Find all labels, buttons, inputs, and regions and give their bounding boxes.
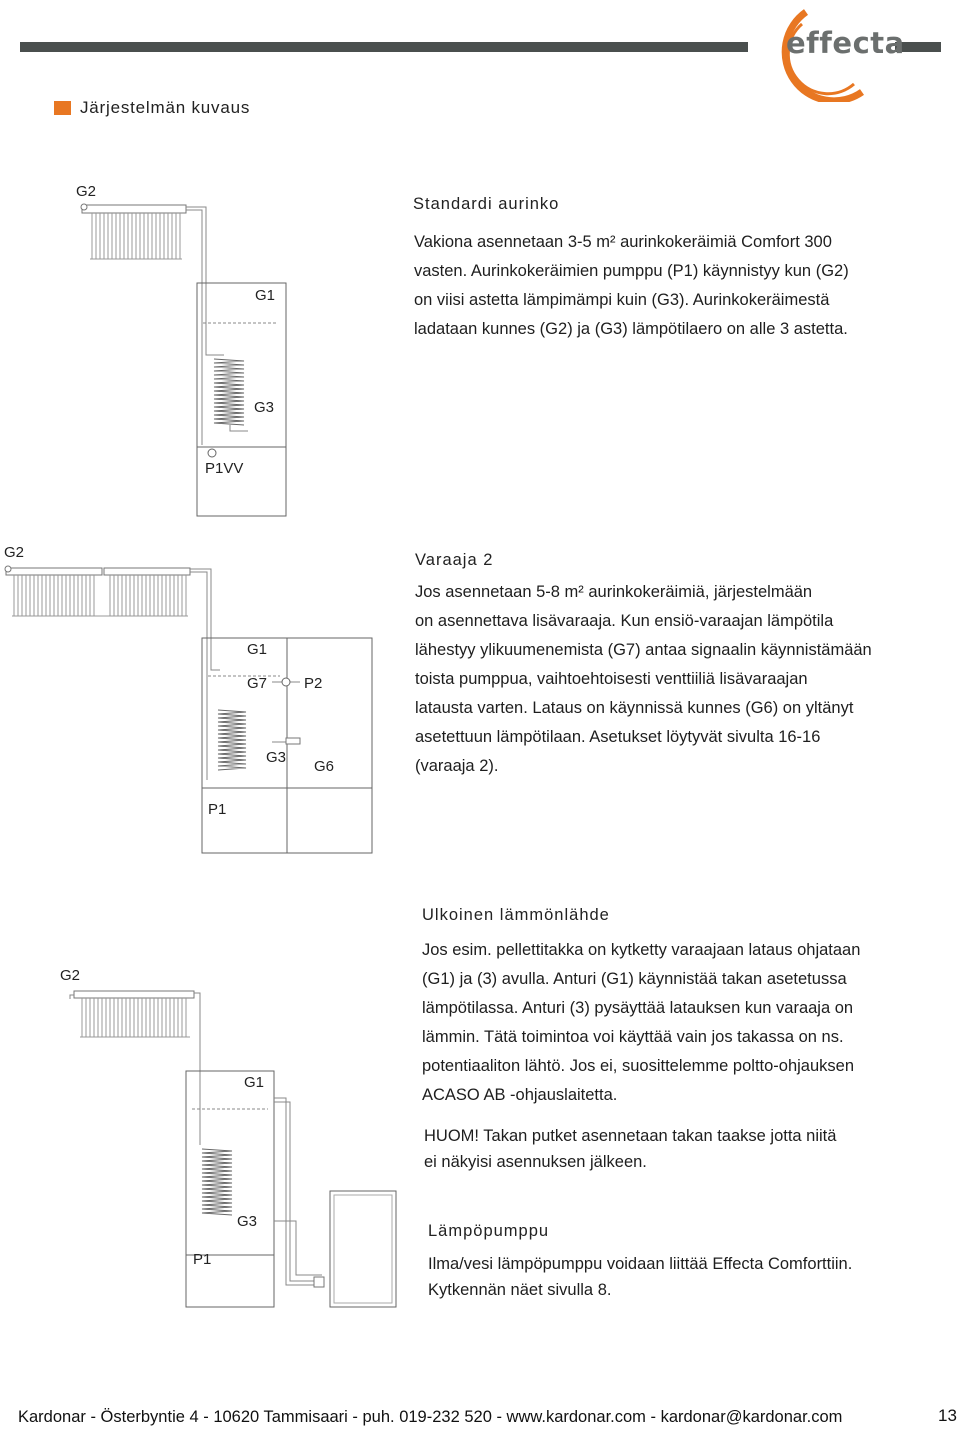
paragraph-varaaja [415,578,872,781]
label-g1: G1 [255,287,276,304]
text-line: potentiaaliton lähtö. Jos ei, suosittelemme poltto-ohjauksen [422,1057,855,1075]
label-p1vv: P1VV [205,460,244,477]
text-line: lämmin. Tätä toimintoa voi käyttää vain jos takassa on ns. [422,1028,844,1046]
label-p2: P2 [304,675,323,692]
heading-lampopumppu: Lämpöpumppu [428,1222,550,1240]
header-bar [20,42,748,52]
text-line: lämpötilassa. Anturi (3) pysäyttää latauksen kun varaaja on [422,999,854,1017]
text-line: ei näkyisi asennuksen jälkeen. [424,1153,647,1171]
diagram-extra-tank [0,560,380,860]
text-line: HUOM! Takan putket asennetaan takan taakse jotta niitä [424,1127,837,1145]
text-line: lähestyy ylikuumenemista (G7) antaa signaalin käynnistämään [415,641,872,659]
footer-contact: Kardonar - Österbyntie 4 - 10620 Tammisaari - puh. 019-232 520 - www.kardonar.com - kardonar@kardonar.com [18,1408,843,1426]
effecta-logo [766,4,905,102]
text-line: asetettuun lämpötilaan. Asetukset löytyvät sivulta 16-16 [415,728,821,746]
label-p1: P1 [193,1251,212,1268]
label-g6: G6 [314,758,335,775]
section-title: Järjestelmän kuvaus [80,98,251,117]
text-line: Vakiona asennetaan 3-5 m² aurinkokeräimiä Comfort 300 [414,233,832,251]
section-header [54,98,250,118]
text-line: Jos esim. pellettitakka on kytketty varaajaan lataus ohjataan [422,941,861,959]
heading-varaaja: Varaaja 2 [415,551,494,569]
diagram-standard-solar [70,195,300,525]
text-line: ACASO AB -ohjauslaitetta. [422,1086,618,1104]
text-line: ladataan kunnes (G2) ja (G3) lämpötilaero on alle 3 astetta. [414,320,848,338]
text-line: (G1) ja (3) avulla. Anturi (G1) käynnistää takan asetetussa [422,970,847,988]
text-line: latausta varten. Lataus on käynnissä kunnes (G6) on yltänyt [415,699,854,717]
label-g2: G2 [4,544,25,561]
logo-text: effecta [786,26,905,60]
text-line: Ilma/vesi lämpöpumppu voidaan liittää Effecta Comforttiin. [428,1255,853,1273]
label-g3: G3 [254,399,275,416]
paragraph-ulkoinen [422,936,860,1110]
label-g1: G1 [247,641,268,658]
label-g7: G7 [247,675,268,692]
heading-standardi: Standardi aurinko [413,195,560,213]
heading-ulkoinen: Ulkoinen lämmönlähde [422,906,610,924]
label-g3: G3 [237,1213,258,1230]
text-line: Jos asennetaan 5-8 m² aurinkokeräimiä, järjestelmään [415,583,813,601]
diagram-external-heat [60,985,400,1315]
label-g2: G2 [60,967,81,984]
paragraph-lampopumppu [428,1251,852,1303]
label-g2: G2 [76,183,97,200]
page-number: 13 [938,1406,957,1425]
paragraph-standardi [414,228,849,344]
orange-bullet-icon [54,101,71,115]
text-line: on asennettava lisävaraaja. Kun ensiö-varaajan lämpötila [415,612,834,630]
text-line: toista pumppua, vaihtoehtoisesti venttiiliä lisävaraajan [415,670,808,688]
text-line: on viisi astetta lämpimämpi kuin (G3). Aurinkokeräimestä [414,291,830,309]
paragraph-note [424,1123,836,1175]
text-line: (varaaja 2). [415,757,499,775]
text-line: vasten. Aurinkokeräimien pumppu (P1) käynnistyy kun (G2) [414,262,849,280]
text-line: Kytkennän näet sivulla 8. [428,1281,612,1299]
label-g1: G1 [244,1074,265,1091]
label-p1: P1 [208,801,227,818]
label-g3: G3 [266,749,287,766]
